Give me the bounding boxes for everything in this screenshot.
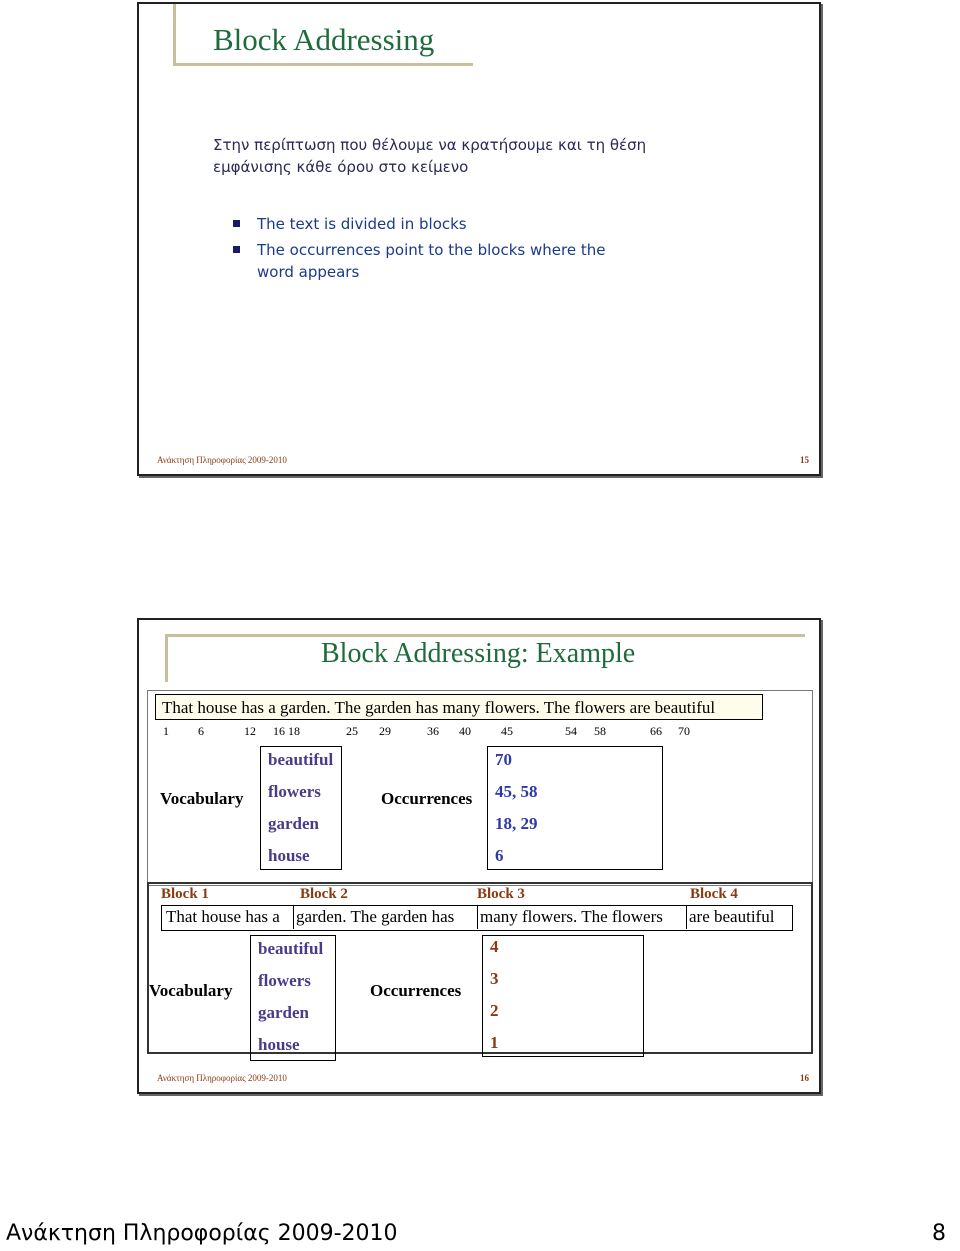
position-number: 25 [346, 724, 358, 738]
block-divider [477, 905, 478, 929]
title-accent-horizontal [173, 63, 473, 66]
bullet-item: The text is divided in blocks [233, 213, 633, 235]
vocabulary-label: Vocabulary [160, 789, 244, 808]
title-accent-horizontal [165, 634, 805, 637]
vocab-word: house [268, 846, 310, 865]
example-sentence: That house has a garden. The garden has many flowers. The flowers are beautiful [155, 694, 763, 720]
slide-page-number: 15 [800, 455, 809, 465]
intro-line: εμφάνισης κάθε όρου στο κείμενο [213, 158, 469, 176]
page-footer-text: Ανάκτηση Πληροφορίας 2009-2010 [6, 1221, 398, 1246]
vocab-word: garden [258, 1003, 309, 1022]
title-accent-vertical [173, 4, 176, 66]
bullet-item: The occurrences point to the blocks where the word appears [233, 239, 633, 283]
slide-16 [137, 618, 821, 1094]
block-divider [293, 905, 294, 929]
vocab-word: house [258, 1035, 300, 1054]
occurrences-label: Occurrences [370, 981, 462, 1000]
occurrence-value: 2 [490, 1001, 499, 1020]
slide-title: Block Addressing: Example [321, 638, 636, 669]
position-number: 12 [244, 724, 256, 738]
block-panel [147, 882, 813, 1054]
position-number: 70 [678, 724, 690, 738]
vocab-word: flowers [258, 971, 311, 990]
position-number: 1 [163, 724, 169, 738]
block-text: are beautiful [689, 907, 775, 926]
slide-footer: Ανάκτηση Πληροφορίας 2009-2010 [157, 455, 287, 465]
position-number: 45 [501, 724, 513, 738]
position-number: 58 [594, 724, 606, 738]
position-number: 36 [427, 724, 439, 738]
slide-footer: Ανάκτηση Πληροφορίας 2009-2010 [157, 1073, 287, 1083]
intro-line: Στην περίπτωση που θέλουμε να κρατήσουμε και τη θέση [213, 136, 647, 154]
occurrence-value: 18, 29 [495, 814, 538, 833]
position-row [139, 724, 823, 740]
block-text: That house has a [166, 907, 280, 926]
occurrence-value: 6 [495, 846, 504, 865]
block-label: Block 3 [477, 886, 525, 902]
block-label: Block 1 [161, 886, 209, 902]
position-number: 16 18 [273, 724, 300, 738]
vocab-word: flowers [268, 782, 321, 801]
position-number: 66 [650, 724, 662, 738]
vocab-word: beautiful [258, 939, 324, 958]
occurrence-value: 70 [495, 750, 512, 769]
block-label: Block 2 [300, 886, 348, 902]
occurrence-value: 4 [490, 937, 499, 956]
occurrences-box [482, 935, 644, 1057]
vocabulary-label: Vocabulary [149, 981, 233, 1000]
occurrence-value: 3 [490, 969, 499, 988]
occurrence-value: 45, 58 [495, 782, 538, 801]
slide-15 [137, 2, 821, 476]
slide-title: Block Addressing [213, 22, 435, 57]
slide-page-number: 16 [800, 1073, 809, 1083]
occurrences-label: Occurrences [381, 789, 473, 808]
title-accent-vertical [165, 634, 168, 682]
block-divider [686, 905, 687, 929]
position-number: 54 [565, 724, 577, 738]
position-number: 29 [379, 724, 391, 738]
intro-text [213, 134, 653, 178]
vocab-word: garden [268, 814, 319, 833]
block-label: Block 4 [690, 886, 738, 902]
occurrences-box [487, 746, 663, 870]
occurrence-value: 1 [490, 1033, 499, 1052]
bullet-list [233, 213, 633, 287]
vocab-word: beautiful [268, 750, 334, 769]
position-number: 6 [198, 724, 204, 738]
block-text: garden. The garden has [296, 907, 455, 926]
page-number: 8 [932, 1221, 946, 1246]
block-text: many flowers. The flowers [480, 907, 663, 926]
position-number: 40 [459, 724, 471, 738]
